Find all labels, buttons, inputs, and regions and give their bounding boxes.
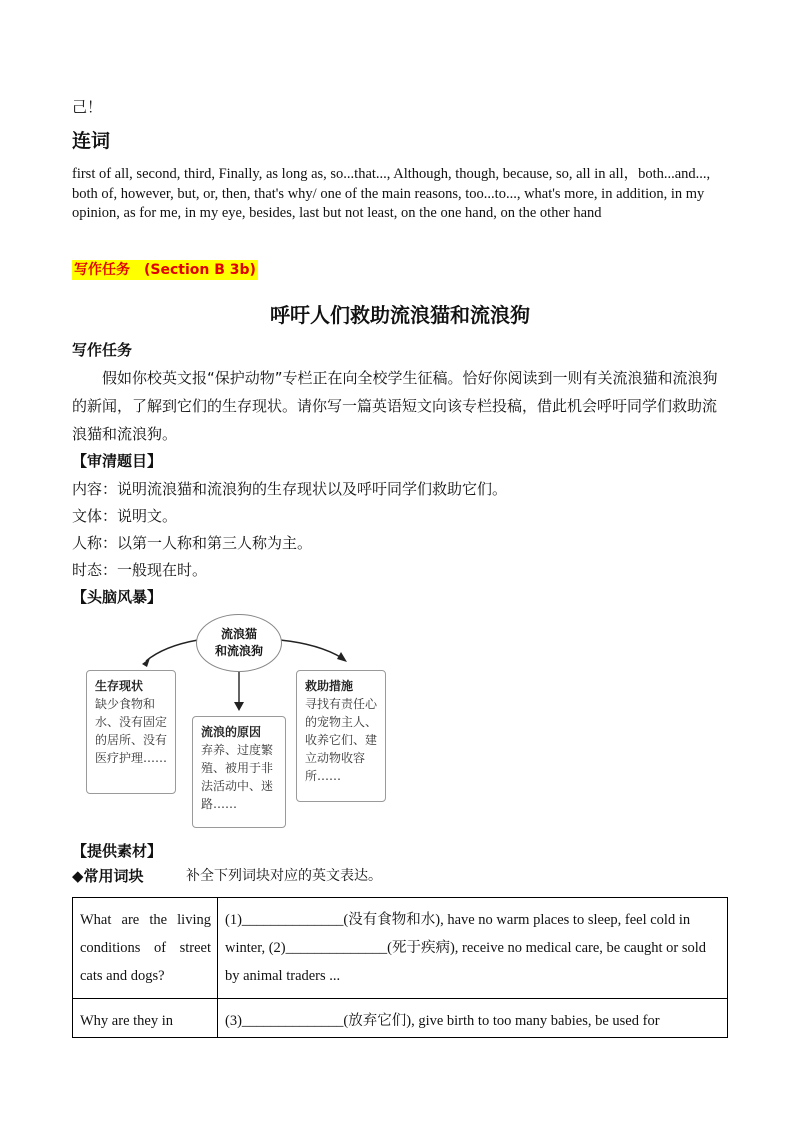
conjunctions-list: first of all, second, third, Finally, as long as, so...that..., Although, though, because, so, all in all，both...and..., both of, however, but, or, then, that's why/ one of the main reasons, too...to..., what's more, in addition, in my opinion, as for me, in my eye, besides, last but not least, on the one hand, on the other hand	[72, 166, 711, 221]
rescue-measures-text: 寻找有责任心的宠物主人、收养它们、建立动物收容所……	[305, 697, 378, 783]
rescue-measures-title: 救助措施	[305, 679, 354, 693]
table-row	[73, 999, 728, 1038]
living-conditions-text: 缺少食物和水、没有固定的居所、没有医疗护理……	[95, 697, 168, 765]
reasons-text: 弃养、过度繁殖、被用于非法活动中、迷路……	[201, 743, 274, 811]
analysis-content-line: 内容：说明流浪猫和流浪狗的生存现状以及呼吁同学们救助它们。	[72, 480, 508, 498]
living-conditions-title: 生存现状	[95, 679, 144, 693]
task-section-label: 写作任务 (Section B 3b)	[74, 262, 256, 278]
mind-map-box-rescue-measures	[296, 670, 386, 802]
mind-map-center-line1: 流浪猫	[220, 627, 257, 641]
reasons-title: 流浪的原因	[201, 725, 262, 739]
task-heading: 写作任务	[72, 341, 133, 359]
mind-map-center	[196, 614, 282, 672]
brainstorm-mind-map	[84, 614, 414, 829]
analysis-person-line: 人称：以第一人称和第三人称为主。	[72, 534, 313, 552]
table-question-cell: Why are they in	[73, 999, 218, 1038]
table-answer-cell: (3)______________(放弃它们), give birth to too many babies, be used for	[218, 999, 728, 1038]
mind-map-center-line2: 和流浪狗	[214, 644, 263, 658]
mind-map-box-living-conditions	[86, 670, 176, 794]
page-title: 呼吁人们救助流浪猫和流浪狗	[270, 303, 530, 327]
table-row	[73, 898, 728, 999]
analysis-tense-line: 时态：一般现在时。	[72, 561, 208, 579]
table-question-cell: What are the living conditions of street cats and dogs?	[73, 898, 218, 999]
mind-map-box-reasons	[192, 716, 286, 828]
vocab-table	[72, 897, 728, 1038]
brainstorm-heading: 【头脑风暴】	[72, 588, 163, 606]
conjunctions-heading: 连词	[72, 130, 111, 152]
analysis-genre-line: 文体：说明文。	[72, 507, 178, 525]
table-answer-cell: (1)______________(没有食物和水), have no warm places to sleep, feel cold in winter, (2)______________(死于疾病), receive no medical care, be caught or sold by animal traders ...	[218, 898, 728, 999]
analysis-heading: 【审清题目】	[72, 452, 163, 470]
materials-heading: 【提供素材】	[72, 842, 163, 860]
vocab-hint: 补全下列词块对应的英文表达。	[186, 868, 382, 884]
task-paragraph: 假如你校英文报“保护动物”专栏正在向全校学生征稿。恰好你阅读到一则有关流浪猫和流浪狗的新闻，了解到它们的生存现状。请你写一篇英语短文向该专栏投稿，借此机会呼吁同学们救助流浪猫和流浪狗。	[72, 369, 718, 443]
vocab-label: ◆常用词块	[72, 867, 144, 885]
fragment-text: 己！	[72, 98, 103, 116]
